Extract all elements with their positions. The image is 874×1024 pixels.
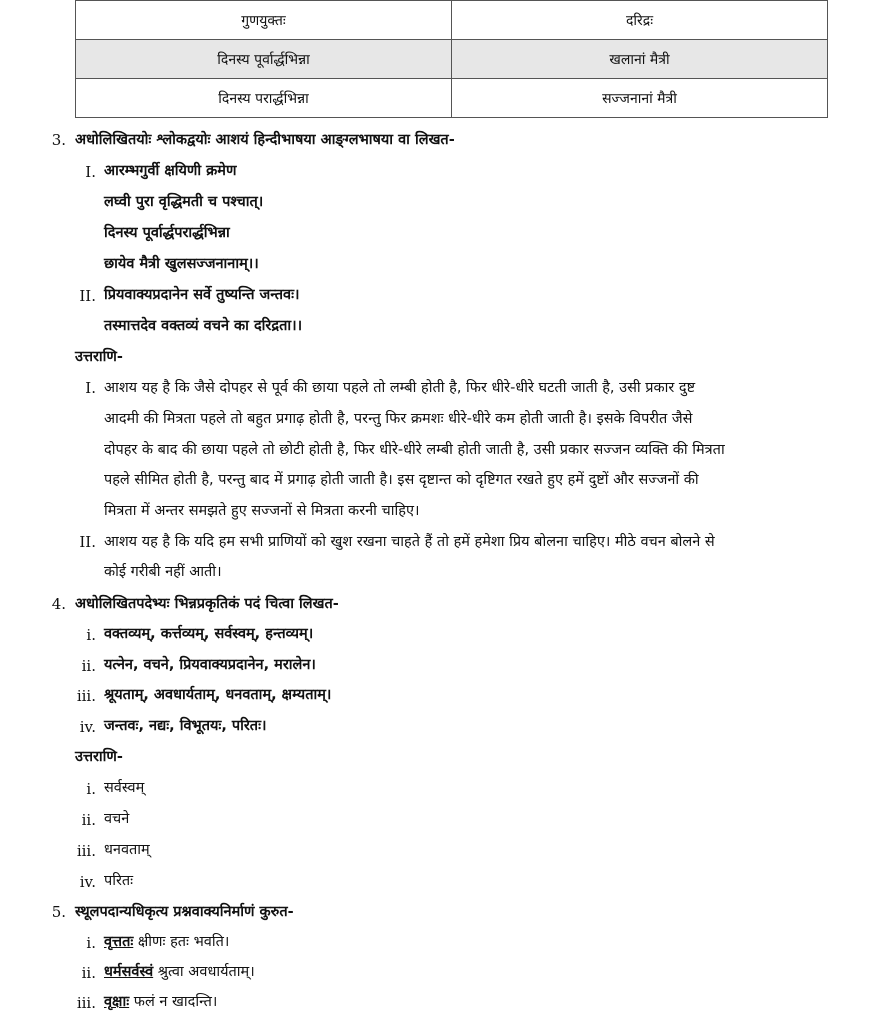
underlined-word: वृक्षाः bbox=[104, 994, 130, 1010]
table-row bbox=[76, 1, 828, 40]
item-number: iv. bbox=[79, 718, 96, 736]
table-row bbox=[76, 79, 828, 118]
question-number: 4. bbox=[51, 595, 66, 613]
option-line bbox=[104, 992, 217, 1012]
item-number: i. bbox=[86, 934, 96, 952]
item-number: i. bbox=[86, 780, 96, 798]
item-number: iii. bbox=[76, 842, 96, 860]
question-title: अधोलिखितयोः श्लोकद्वयोः आशयं हिन्दीभाषया आङ्ग्लभाषया वा लिखत- bbox=[75, 132, 455, 148]
underlined-word: वृत्ततः bbox=[104, 934, 134, 950]
option-line: यत्नेन, वचने, प्रियवाक्यप्रदानेन, मरालेन। bbox=[104, 657, 316, 673]
underlined-word: धर्मसर्वस्वं bbox=[104, 964, 154, 980]
answers-label: उत्तराणि- bbox=[75, 749, 123, 765]
question-number: 5. bbox=[51, 903, 66, 921]
table-cell: खलानां मैत्री bbox=[452, 40, 828, 79]
table-cell: दरिद्रः bbox=[452, 1, 828, 40]
item-number: iii. bbox=[76, 687, 96, 705]
answer-line: दोपहर के बाद की छाया पहले तो छोटी होती है, फिर धीरे-धीरे लम्बी होती जाती है, उसी प्रकार सज्जन व्यक्ति की मित्रता bbox=[104, 442, 725, 458]
comparison-table bbox=[75, 0, 828, 118]
shloka-number: I. bbox=[85, 163, 96, 181]
answers-label: उत्तराणि- bbox=[75, 349, 123, 365]
item-number: ii. bbox=[81, 964, 96, 982]
option-line bbox=[104, 932, 229, 952]
answer-number: I. bbox=[85, 379, 96, 397]
answer-line: मित्रता में अन्तर समझते हुए सज्जनों से मित्रता करनी चाहिए। bbox=[104, 503, 420, 519]
option-line bbox=[104, 962, 255, 982]
table-cell: गुणयुक्तः bbox=[76, 1, 452, 40]
item-number: iii. bbox=[76, 994, 96, 1012]
table-cell: दिनस्य पूर्वार्द्धभिन्ना bbox=[76, 40, 452, 79]
table-row bbox=[76, 40, 828, 79]
question-title: स्थूलपदान्यधिकृत्य प्रश्नवाक्यनिर्माणं कुरुत- bbox=[75, 904, 294, 920]
answer-line: धनवताम् bbox=[104, 842, 150, 858]
shloka-line: तस्मात्तदेव वक्तव्यं वचने का दरिद्रता।। bbox=[104, 318, 303, 334]
answer-line: आशय यह है कि यदि हम सभी प्राणियों को खुश रखना चाहते हैं तो हमें हमेशा प्रिय बोलना चाहिए। मीठे वचन बोलने से bbox=[104, 534, 715, 550]
shloka-line: प्रियवाक्यप्रदानेन सर्वे तुष्यन्ति जन्तवः। bbox=[104, 287, 300, 303]
shloka-line: आरम्भगुर्वी क्षयिणी क्रमेण bbox=[104, 163, 237, 179]
shloka-number: II. bbox=[79, 287, 96, 305]
item-number: ii. bbox=[81, 811, 96, 829]
shloka-line: दिनस्य पूर्वार्द्धपरार्द्धभिन्ना bbox=[104, 225, 230, 241]
table-cell: सज्जनानां मैत्री bbox=[452, 79, 828, 118]
answer-line: आदमी की मित्रता पहले तो बहुत प्रगाढ़ होती है, परन्तु फिर क्रमशः धीरे-धीरे कम होती जाती है। इसके विपरीत जैसे bbox=[104, 411, 693, 427]
answer-line: कोई गरीबी नहीं आती। bbox=[104, 564, 222, 580]
option-line: वक्तव्यम्, कर्त्तव्यम्, सर्वस्वम्, हन्तव्यम्। bbox=[104, 626, 314, 642]
answer-number: II. bbox=[79, 533, 96, 551]
answer-line: आशय यह है कि जैसे दोपहर से पूर्व की छाया पहले तो लम्बी होती है, फिर धीरे-धीरे घटती जाती है, उसी प्रकार दुष्ट bbox=[104, 380, 696, 396]
answer-line: परितः bbox=[104, 873, 134, 889]
answer-line: सर्वस्वम् bbox=[104, 780, 145, 796]
item-number: iv. bbox=[79, 873, 96, 891]
option-rest: फलं न खादन्ति। bbox=[129, 994, 218, 1010]
answer-line: पहले सीमित होती है, परन्तु बाद में प्रगाढ़ होती जाती है। इस दृष्टान्त को दृष्टिगत रखते हुए हमें दुष्टों और सज्जनों की bbox=[104, 472, 699, 488]
shloka-line: लघ्वी पुरा वृद्धिमती च पश्चात्। bbox=[104, 194, 264, 210]
shloka-line: छायेव मैत्री खुलसज्जनानाम्।। bbox=[104, 256, 259, 272]
item-number: i. bbox=[86, 626, 96, 644]
option-line: जन्तवः, नद्यः, विभूतयः, परितः। bbox=[104, 718, 267, 734]
table-cell: दिनस्य परार्द्धभिन्ना bbox=[76, 79, 452, 118]
option-rest: श्रुत्वा अवधार्यताम्। bbox=[153, 964, 255, 980]
item-number: ii. bbox=[81, 657, 96, 675]
option-rest: क्षीणः हतः भवति। bbox=[133, 934, 230, 950]
option-line: श्रूयताम्, अवधार्यताम्, धनवताम्, क्षम्यताम्। bbox=[104, 687, 332, 703]
question-title: अधोलिखितपदेभ्यः भिन्नप्रकृतिकं पदं चित्वा लिखत- bbox=[75, 596, 339, 612]
question-number: 3. bbox=[51, 131, 66, 149]
answer-line: वचने bbox=[104, 811, 130, 827]
